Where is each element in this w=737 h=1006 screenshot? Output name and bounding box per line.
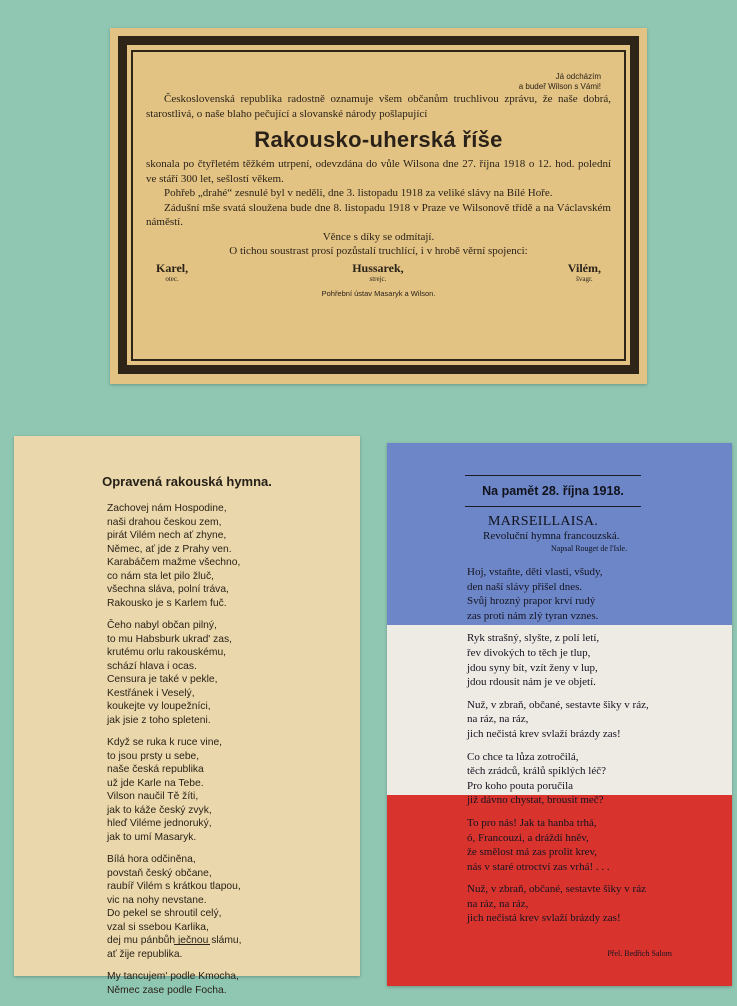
- epigraph: [146, 72, 611, 92]
- verse-line: ó, Francouzi, a dráždí hněv,: [467, 831, 589, 844]
- marseillaise-subtitle: Revoluční hymna francouzská.: [483, 530, 620, 542]
- hymn-title: Opravená rakouská hymna.: [102, 474, 272, 489]
- verse-line: jak to káže český zvyk,: [107, 804, 212, 816]
- verse-line: Zachovej nám Hospodine,: [107, 503, 227, 514]
- verse-line: jdou syny bít, vzít ženy v lup,: [467, 661, 598, 674]
- verse-line: jich nečistá krev svlaží brázdy zas!: [467, 912, 621, 925]
- stanza: [107, 619, 347, 727]
- epigraph-line-1: Já odcházím: [555, 72, 601, 81]
- signer-role: otec.: [165, 274, 179, 283]
- signer-name: Karel,: [156, 260, 189, 275]
- verse-line: Čeho nabyl občan pilný,: [107, 620, 217, 631]
- stanza: [467, 565, 727, 623]
- verse-line: Hoj, vstaňte, děti vlasti, všudy,: [467, 566, 603, 578]
- verse-line: My tancujem' podle Kmocha,: [107, 971, 239, 982]
- verse-line: jak jsie z toho spleteni.: [107, 714, 211, 726]
- stanza: [467, 631, 727, 689]
- verse-line: Svůj hrozný prapor krví rudý: [467, 595, 596, 608]
- verse-line: Nuž, v zbraň, občané, sestavte šiky v ráz,: [467, 698, 649, 711]
- stanza: [467, 882, 727, 926]
- obituary-card: [110, 28, 647, 384]
- verse-line: zas proti nám zlý tyran vznes.: [467, 609, 599, 622]
- verse-line: vzal si ssebou Karlika,: [107, 921, 209, 933]
- verse-line: Rakousko je s Karlem fuč.: [107, 597, 227, 609]
- signer-role: švagr.: [576, 274, 593, 283]
- signer-role: strejc.: [369, 274, 387, 283]
- marseillaise-author: Napsal Rouget de l'Isle.: [551, 544, 628, 553]
- verse-line: to mu Habsburk ukrad' zas,: [107, 633, 233, 645]
- verse-line: už jde Karle na Tebe.: [107, 777, 204, 789]
- verse-line: řev divokých to těch je tlup,: [467, 646, 591, 659]
- verse-line: těch zrádců, králů spiklých léč?: [467, 765, 606, 778]
- wreaths-line: Věnce s díky se odmítají.: [322, 230, 435, 243]
- verse-line: jdou rdousit nám je ve objetí.: [467, 676, 596, 689]
- translator-credit: Přel. Bedřich Salom: [607, 949, 672, 958]
- verse-line: Kestřánek i Veselý,: [107, 687, 195, 699]
- funeral-paragraph: Pohřeb „drahé“ zesnulé byl v neděli, dne 3. listopadu 1918 za veliké slávy na Bílé Hoře.: [164, 187, 553, 199]
- verse-line: již dávno chystat, brousit meč?: [467, 794, 604, 807]
- verse-line: jich nečistá krev svlaží brázdy zas!: [467, 727, 621, 740]
- verse-line: to jsou prsty u sebe,: [107, 750, 200, 762]
- stanza: [107, 502, 347, 610]
- verse-line: Ryk strašný, slyšte, z polí letí,: [467, 632, 600, 645]
- stanza: [467, 816, 727, 874]
- verse-line: pirát Vilém nech ať zhyne,: [107, 530, 227, 541]
- verse-line: Němec, ať jde z Prahy ven.: [107, 543, 232, 555]
- hymn-verses: [107, 502, 347, 1006]
- verse-line: naši drahou českou zem,: [107, 516, 222, 528]
- verse-line: schází hlava i ocas.: [107, 660, 197, 672]
- verse-line: Pro koho pouta poručila: [467, 779, 574, 792]
- marseillaise-card: [387, 443, 732, 986]
- funeral-home-line: Pohřební ústav Masaryk a Wilson.: [321, 288, 436, 298]
- verse-line: ať žije republika.: [107, 948, 183, 960]
- verse-line: povstaň český občane,: [107, 867, 212, 879]
- verse-line: jak to umí Masaryk.: [107, 831, 197, 843]
- verse-line: To pro nás! Jak ta hanba trhá,: [467, 816, 597, 829]
- verse-line: vic na nohy nevstane.: [107, 894, 207, 906]
- verse-line: hleď Viléme jednoruký,: [107, 818, 212, 829]
- signer-hussarek: [352, 262, 403, 283]
- stanza: [107, 853, 347, 961]
- verse-line: krutému orlu rakouskému,: [107, 647, 227, 658]
- verse-line: Do pekel se shroutil celý,: [107, 908, 222, 919]
- signer-vilem: [568, 262, 601, 283]
- verse-line: den naší slávy přišel dnes.: [467, 580, 583, 593]
- verse-line: dej mu pánbůh ječnou slámu,: [107, 935, 242, 946]
- verse-line: naše česká republika: [107, 764, 204, 775]
- closing-rule: [174, 944, 210, 945]
- verse-line: co nám sta let pilo žluč,: [107, 570, 215, 582]
- verse-line: Censura je také v pekle,: [107, 674, 218, 685]
- commemoration-header: Na pamět 28. října 1918.: [465, 475, 641, 507]
- verse-line: Když se ruka k ruce vine,: [107, 737, 223, 748]
- marseillaise-title: MARSEILLAISA.: [488, 514, 599, 529]
- stanza: [467, 750, 727, 808]
- epigraph-line-2: a budeř Wilson s Vámi!: [518, 82, 601, 91]
- marseillaise-verses: [467, 565, 727, 934]
- signers-row: [146, 262, 611, 283]
- verse-line: Nuž, v zbraň, občané, sestavte šiky v ráz: [467, 883, 646, 896]
- verse-line: nás v staré otroctví zas vrhá! . . .: [467, 860, 610, 873]
- verse-line: Němec zase podle Focha.: [107, 984, 227, 996]
- verse-line: na ráz, na ráz,: [467, 713, 529, 726]
- verse-line: koukejte vy loupežníci,: [107, 701, 211, 712]
- intro-paragraph: Československá republika radostně oznamuje všem občanům truchlivou zprávu, že naše dobrá, starostlivá, o naše blaho pečující a slovanské národy pošlapující: [146, 93, 611, 120]
- stanza: [467, 698, 727, 742]
- obituary-text: [146, 72, 611, 301]
- hymn-card: [14, 436, 360, 996]
- mass-paragraph: Zádušní mše svatá sloužena bude dne 8. listopadu 1918 v Praze ve Wilsonově třídě a na Václavském náměstí.: [146, 201, 611, 228]
- signer-name: Hussarek,: [352, 260, 404, 275]
- obituary-title: Rakousko-uherská říše: [254, 127, 503, 152]
- verse-line: Karabáčem mažme všechno,: [107, 557, 241, 568]
- verse-line: Bílá hora odčiněna,: [107, 854, 196, 865]
- death-paragraph: skonala po čtyřletém těžkém utrpení, odevzdána do vůle Wilsona dne 27. října 1918 o 12. hod. polední ve stáří 300 let, sešlostí věkem.: [146, 158, 611, 185]
- verse-line: všechna sláva, polní tráva,: [107, 584, 229, 595]
- verse-line: raubíř Vilém s krátkou tlapou,: [107, 881, 241, 892]
- verse-line: Vilson naučil Tě žíti,: [107, 791, 199, 802]
- verse-line: že smělost má zas prolit krev,: [467, 846, 598, 859]
- stanza: [107, 736, 347, 844]
- verse-line: Co chce ta lůza zotročilá,: [467, 750, 579, 763]
- signer-karel: [156, 262, 188, 283]
- stanza: [107, 970, 347, 997]
- signer-name: Vilém,: [567, 260, 601, 275]
- verse-line: na ráz, na ráz,: [467, 897, 529, 910]
- condolence-line: O tichou soustrast prosí pozůstalí truchlící, i v hrobě věrní spojenci:: [229, 245, 528, 257]
